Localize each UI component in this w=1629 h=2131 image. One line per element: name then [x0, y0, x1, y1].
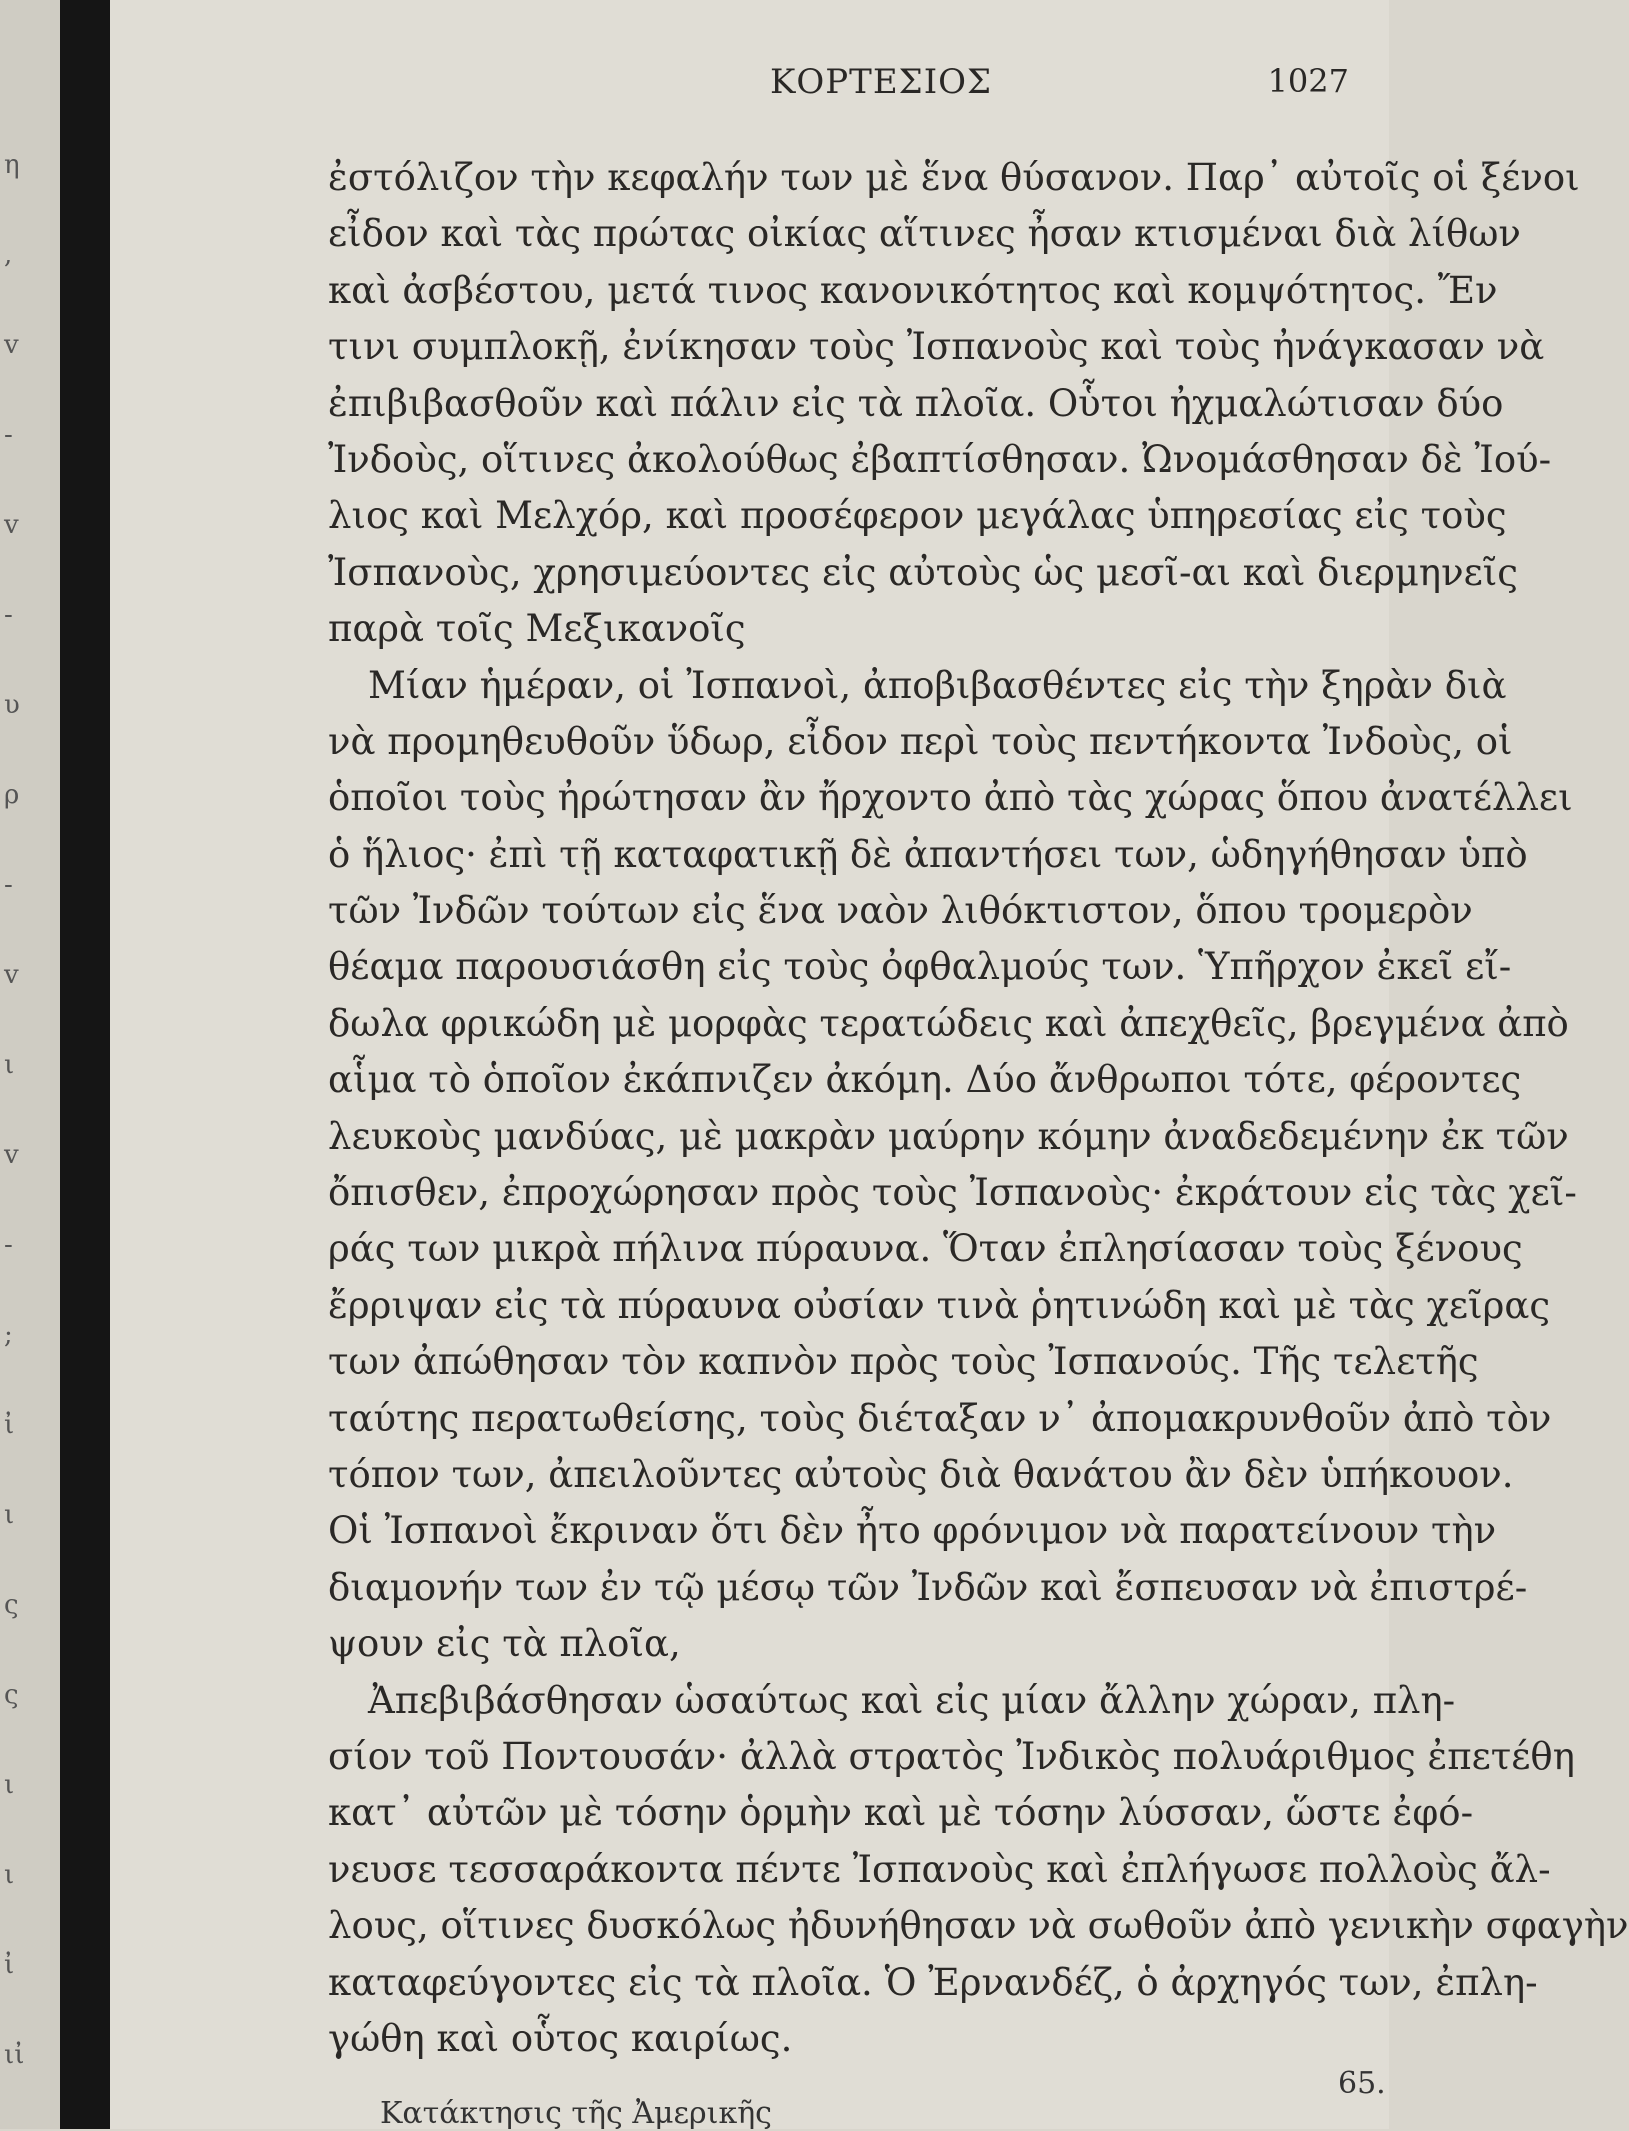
margin-fragment: ι [4, 1500, 15, 1530]
text-line: ὄπισθεν, ἐπροχώρησαν πρὸς τοὺς Ἰσπανοὺς· ἐκράτουν εἰς τὰς χεῖ- [328, 1171, 1577, 1215]
margin-fragment: ι [4, 1050, 15, 1080]
text-line: Ἰνδοὺς, οἵτινες ἀκολούθως ἐβαπτίσθησαν. Ὠνομάσθησαν δὲ Ἰού- [328, 437, 1552, 481]
text-line: νευσε τεσσαράκοντα πέντε Ἰσπανοὺς καὶ ἐπλήγωσε πολλοὺς ἄλ- [328, 1847, 1551, 1891]
text-line: ταύτης περατωθείσης, τοὺς διέταξαν ν᾽ ἀπομακρυνθοῦν ἀπὸ τὸν [328, 1396, 1552, 1440]
text-line: καταφεύγοντες εἰς τὰ πλοῖα. Ὁ Ἐρνανδέζ, ὁ ἀρχηγός των, ἐπλη- [328, 1960, 1538, 2004]
text-line: ἐστόλιζον τὴν κεφαλήν των μὲ ἕνα θύσανον. Παρ᾽ αὐτοῖς οἱ ξένοι [328, 156, 1580, 199]
page-number: 1027 [1267, 62, 1349, 100]
margin-fragment: , [4, 240, 13, 270]
running-header [320, 62, 1349, 112]
margin-fragment: υ [4, 690, 20, 720]
text-line: δωλα φρικώδη μὲ μορφὰς τερατώδεις καὶ ἀπεχθεῖς, βρεγμένα ἀπὸ [328, 1001, 1569, 1045]
text-line: καὶ ἀσβέστου, μετά τινος κανονικότητος καὶ κομψότητος. Ἔν [328, 268, 1498, 312]
margin-fragment: - [4, 420, 13, 450]
body-text [328, 150, 1629, 2067]
text-line: διαμονήν των ἐν τῷ μέσῳ τῶν Ἰνδῶν καὶ ἔσπευσαν νὰ ἐπιστρέ- [328, 1565, 1528, 1609]
text-line: ράς των μικρὰ πήλινα πύραυνα. Ὅταν ἐπλησίασαν τοὺς ξένους [328, 1227, 1523, 1271]
text-line: τόπον των, ἀπειλοῦντες αὐτοὺς διὰ θανάτου ἂν δὲν ὑπήκουον. [328, 1452, 1514, 1496]
text-line: ἐπιβιβασθοῦν καὶ πάλιν εἰς τὰ πλοῖα. Οὗτοι ἠχμαλώτισαν δύο [328, 381, 1504, 425]
margin-fragment: v [4, 960, 19, 990]
margin-fragment: ιἰ [4, 2040, 25, 2070]
text-line: σίον τοῦ Ποντουσάν· ἀλλὰ στρατὸς Ἰνδικὸς πολυάριθμος ἐπετέθη [328, 1734, 1575, 1778]
margin-fragment: v [4, 510, 19, 540]
text-line: ὁποῖοι τοὺς ἠρώτησαν ἂν ἤρχοντο ἀπὸ τὰς χώρας ὅπου ἀνατέλλει [328, 776, 1573, 820]
text-line: θέαμα παρουσιάσθη εἰς τοὺς ὀφθαλμούς των. Ὑπῆρχον ἐκεῖ εἴ- [328, 945, 1512, 989]
text-line: των ἀπώθησαν τὸν καπνὸν πρὸς τοὺς Ἰσπανούς. Τῆς τελετῆς [328, 1340, 1479, 1384]
text-line: Ἀπεβιβάσθησαν ὡσαύτως καὶ εἰς μίαν ἄλλην χώραν, πλη- [368, 1678, 1456, 1722]
text-line: ἔρριψαν εἰς τὰ πύραυνα οὐσίαν τινὰ ῥητινώδη καὶ μὲ τὰς χεῖρας [328, 1283, 1551, 1327]
margin-fragment: - [4, 870, 13, 900]
text-line: Ἰσπανοὺς, χρησιμεύοντες εἰς αὐτοὺς ὡς μεσῖ-αι καὶ διερμηνεῖς [328, 550, 1518, 594]
margin-fragment: ; [4, 1320, 13, 1350]
margin-fragment: ἰ [4, 1950, 15, 1980]
margin-fragment: v [4, 1140, 19, 1170]
running-title: ΚΟΡΤΕΣΙΟΣ [770, 62, 993, 102]
margin-fragment: ς [4, 1590, 19, 1620]
text-line: Οἱ Ἰσπανοὶ ἔκριναν ὅτι δὲν ἦτο φρόνιμον νὰ παρατείνουν τὴν [328, 1509, 1497, 1553]
text-line: ὁ ἥλιος· ἐπὶ τῇ καταφατικῇ δὲ ἀπαντήσει των, ὡδηγήθησαν ὑπὸ [328, 832, 1528, 876]
book-gutter-shadow [60, 0, 110, 2129]
text-line: γώθη καὶ οὗτος καιρίως. [328, 2016, 793, 2060]
text-line: λους, οἵτινες δυσκόλως ἠδυνήθησαν νὰ σωθοῦν ἀπὸ γενικὴν σφαγὴν [328, 1904, 1629, 1948]
text-line: ψουν εἰς τὰ πλοῖα, [328, 1622, 681, 1666]
margin-fragment: η [4, 150, 20, 180]
margin-fragment: ρ [4, 780, 20, 810]
text-line: νὰ προμηθευθοῦν ὕδωρ, εἶδον περὶ τοὺς πεντήκοντα Ἰνδοὺς, οἱ [328, 719, 1513, 763]
text-line: εἶδον καὶ τὰς πρώτας οἰκίας αἵτινες ἦσαν κτισμέναι διὰ λίθων [328, 212, 1521, 256]
adjacent-page-margin [0, 0, 60, 2129]
margin-fragment: ι [4, 1860, 15, 1890]
text-line: κατ᾽ αὐτῶν μὲ τόσην ὁρμὴν καὶ μὲ τόσην λύσσαν, ὥστε ἐφό- [328, 1791, 1474, 1835]
margin-fragment: ἰ [4, 1410, 15, 1440]
text-line: λιος καὶ Μελχόρ, καὶ προσέφερον μεγάλας ὑπηρεσίας εἰς τοὺς [328, 494, 1507, 538]
margin-fragment: v [4, 330, 19, 360]
margin-fragment: ι [4, 1770, 15, 1800]
margin-fragment: ς [4, 1680, 19, 1710]
margin-fragment: - [4, 600, 13, 630]
text-line: τῶν Ἰνδῶν τούτων εἰς ἕνα ναὸν λιθόκτιστον, ὅπου τρομερὸν [328, 889, 1473, 933]
sheet-number: 65. [1338, 2066, 1386, 2101]
text-line: τινι συμπλοκῇ, ἐνίκησαν τοὺς Ἰσπανοὺς καὶ τοὺς ἠνάγκασαν νὰ [328, 325, 1545, 369]
margin-fragment: - [4, 1230, 13, 1260]
text-line: παρὰ τοῖς Μεξικανοῖς [328, 607, 746, 651]
text-line: Μίαν ἡμέραν, οἱ Ἰσπανοὶ, ἀποβιβασθέντες εἰς τὴν ξηρὰν διὰ [368, 663, 1507, 707]
footer-signature: Κατάκτησις τῆς Ἀμερικῆς [380, 2096, 772, 2131]
text-line: αἷμα τὸ ὁποῖον ἐκάπνιζεν ἀκόμη. Δύο ἄνθρωποι τότε, φέροντες [328, 1058, 1522, 1102]
text-line: λευκοὺς μανδύας, μὲ μακρὰν μαύρην κόμην ἀναδεδεμένην ἐκ τῶν [328, 1114, 1569, 1158]
book-page [110, 0, 1629, 2131]
